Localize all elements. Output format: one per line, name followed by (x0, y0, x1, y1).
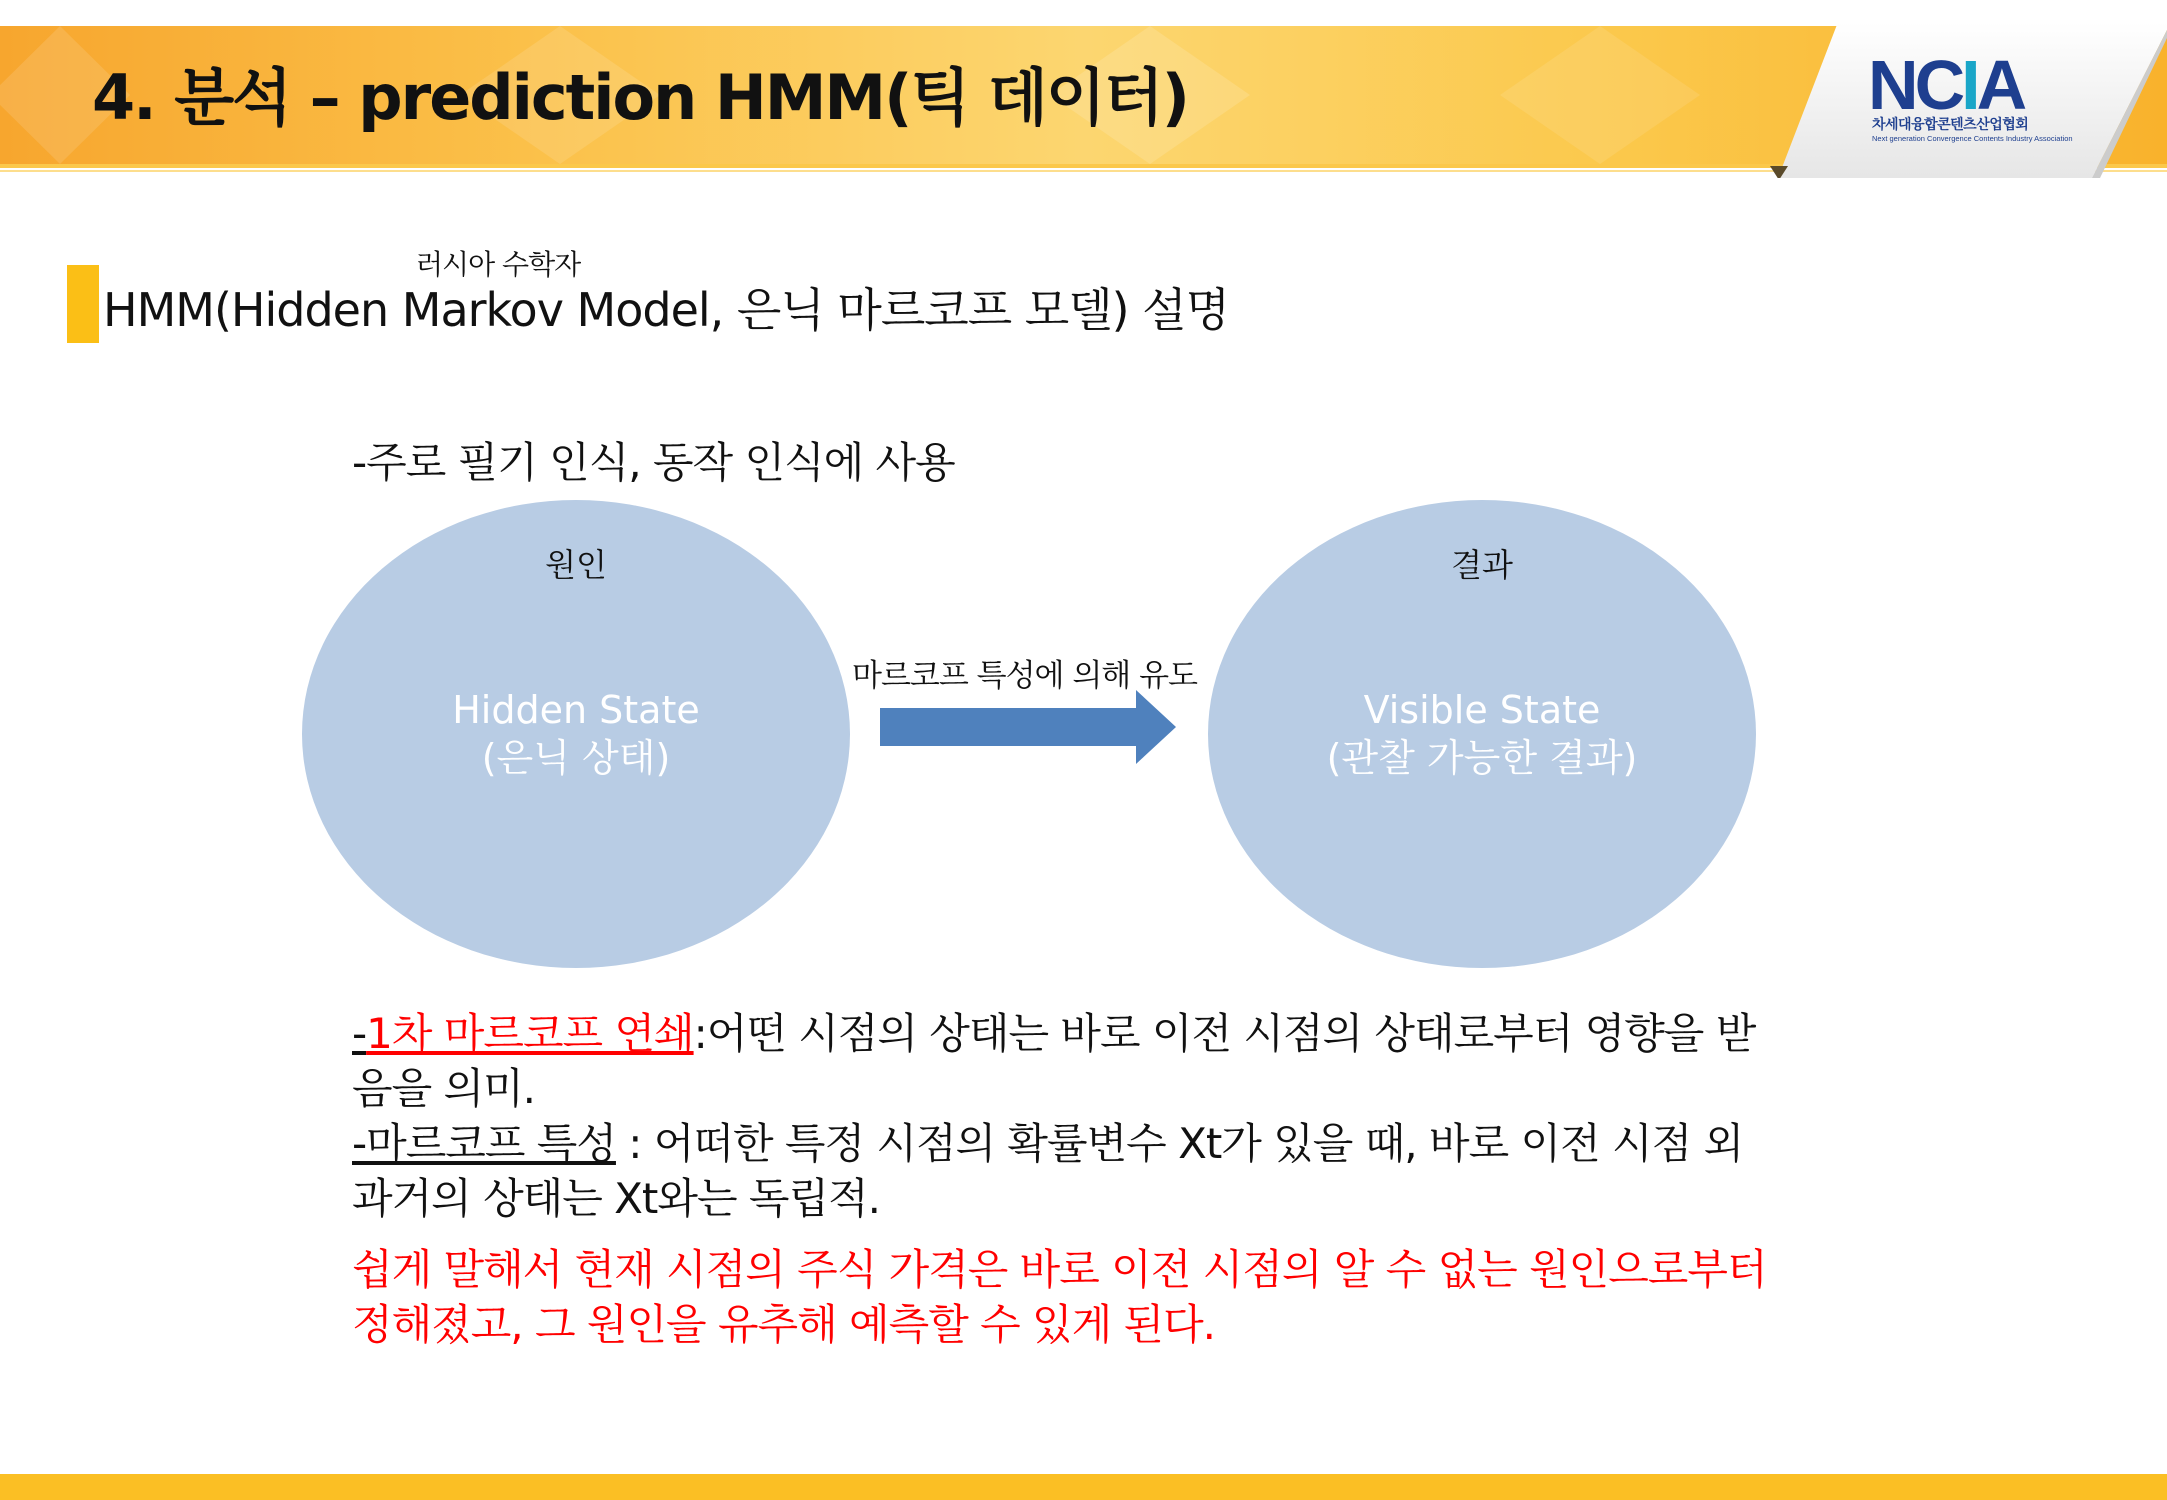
markov-property-text: -마르코프 특성 : 어떠한 특정 시점의 확률변수 Xt가 있을 때, 바로 이전 시점 외 과거의 상태는 Xt와는 독립적. (352, 1119, 1744, 1223)
right-arrow (878, 686, 1180, 766)
ncia-logo (1868, 46, 2073, 144)
logo-mark: NCIA (1868, 46, 2024, 124)
first-order-markov-chain-text: -1차 마르코프 연쇄:어떤 시점의 상태는 바로 이전 시점의 상태로부터 영향을 받음을 의미. (352, 1009, 1756, 1113)
arrow-label: 마르코프 특성에 의해 유도 (852, 658, 1197, 694)
summary-text: 쉽게 말해서 현재 시점의 주식 가격은 바로 이전 시점의 알 수 없는 원인으로부터 정해졌고, 그 원인을 유추해 예측할 수 있게 된다. (352, 1245, 1767, 1349)
header-banner (0, 0, 2167, 178)
logo-subtitle-korean: 차세대융합콘텐츠산업협회 (1872, 117, 2029, 133)
page-title: 4. 분석 – prediction HMM(틱 데이터) (92, 61, 1188, 134)
first-order-markov-chain-term: 1차 마르코프 연쇄 (366, 1009, 694, 1058)
cause-label: 원인 (545, 546, 607, 584)
usage-text: -주로 필기 인식, 동작 인식에 사용 (352, 438, 955, 487)
section-marker (67, 265, 99, 343)
hidden-state-label: Hidden State (은닉 상태) (452, 688, 700, 780)
visible-state-label: Visible State (관찰 가능한 결과) (1326, 688, 1638, 780)
section-heading: HMM(Hidden Markov Model, 은닉 마르코프 모델) 설명 (103, 283, 1230, 337)
footer-bar (0, 1474, 2167, 1500)
markov-property-term: -마르코프 특성 (352, 1119, 616, 1168)
logo-subtitle-english: Next generation Convergence Contents Industry Association (1872, 134, 2073, 143)
result-label: 결과 (1451, 546, 1513, 584)
annotation-russian-mathematician: 러시아 수학자 (416, 248, 581, 281)
